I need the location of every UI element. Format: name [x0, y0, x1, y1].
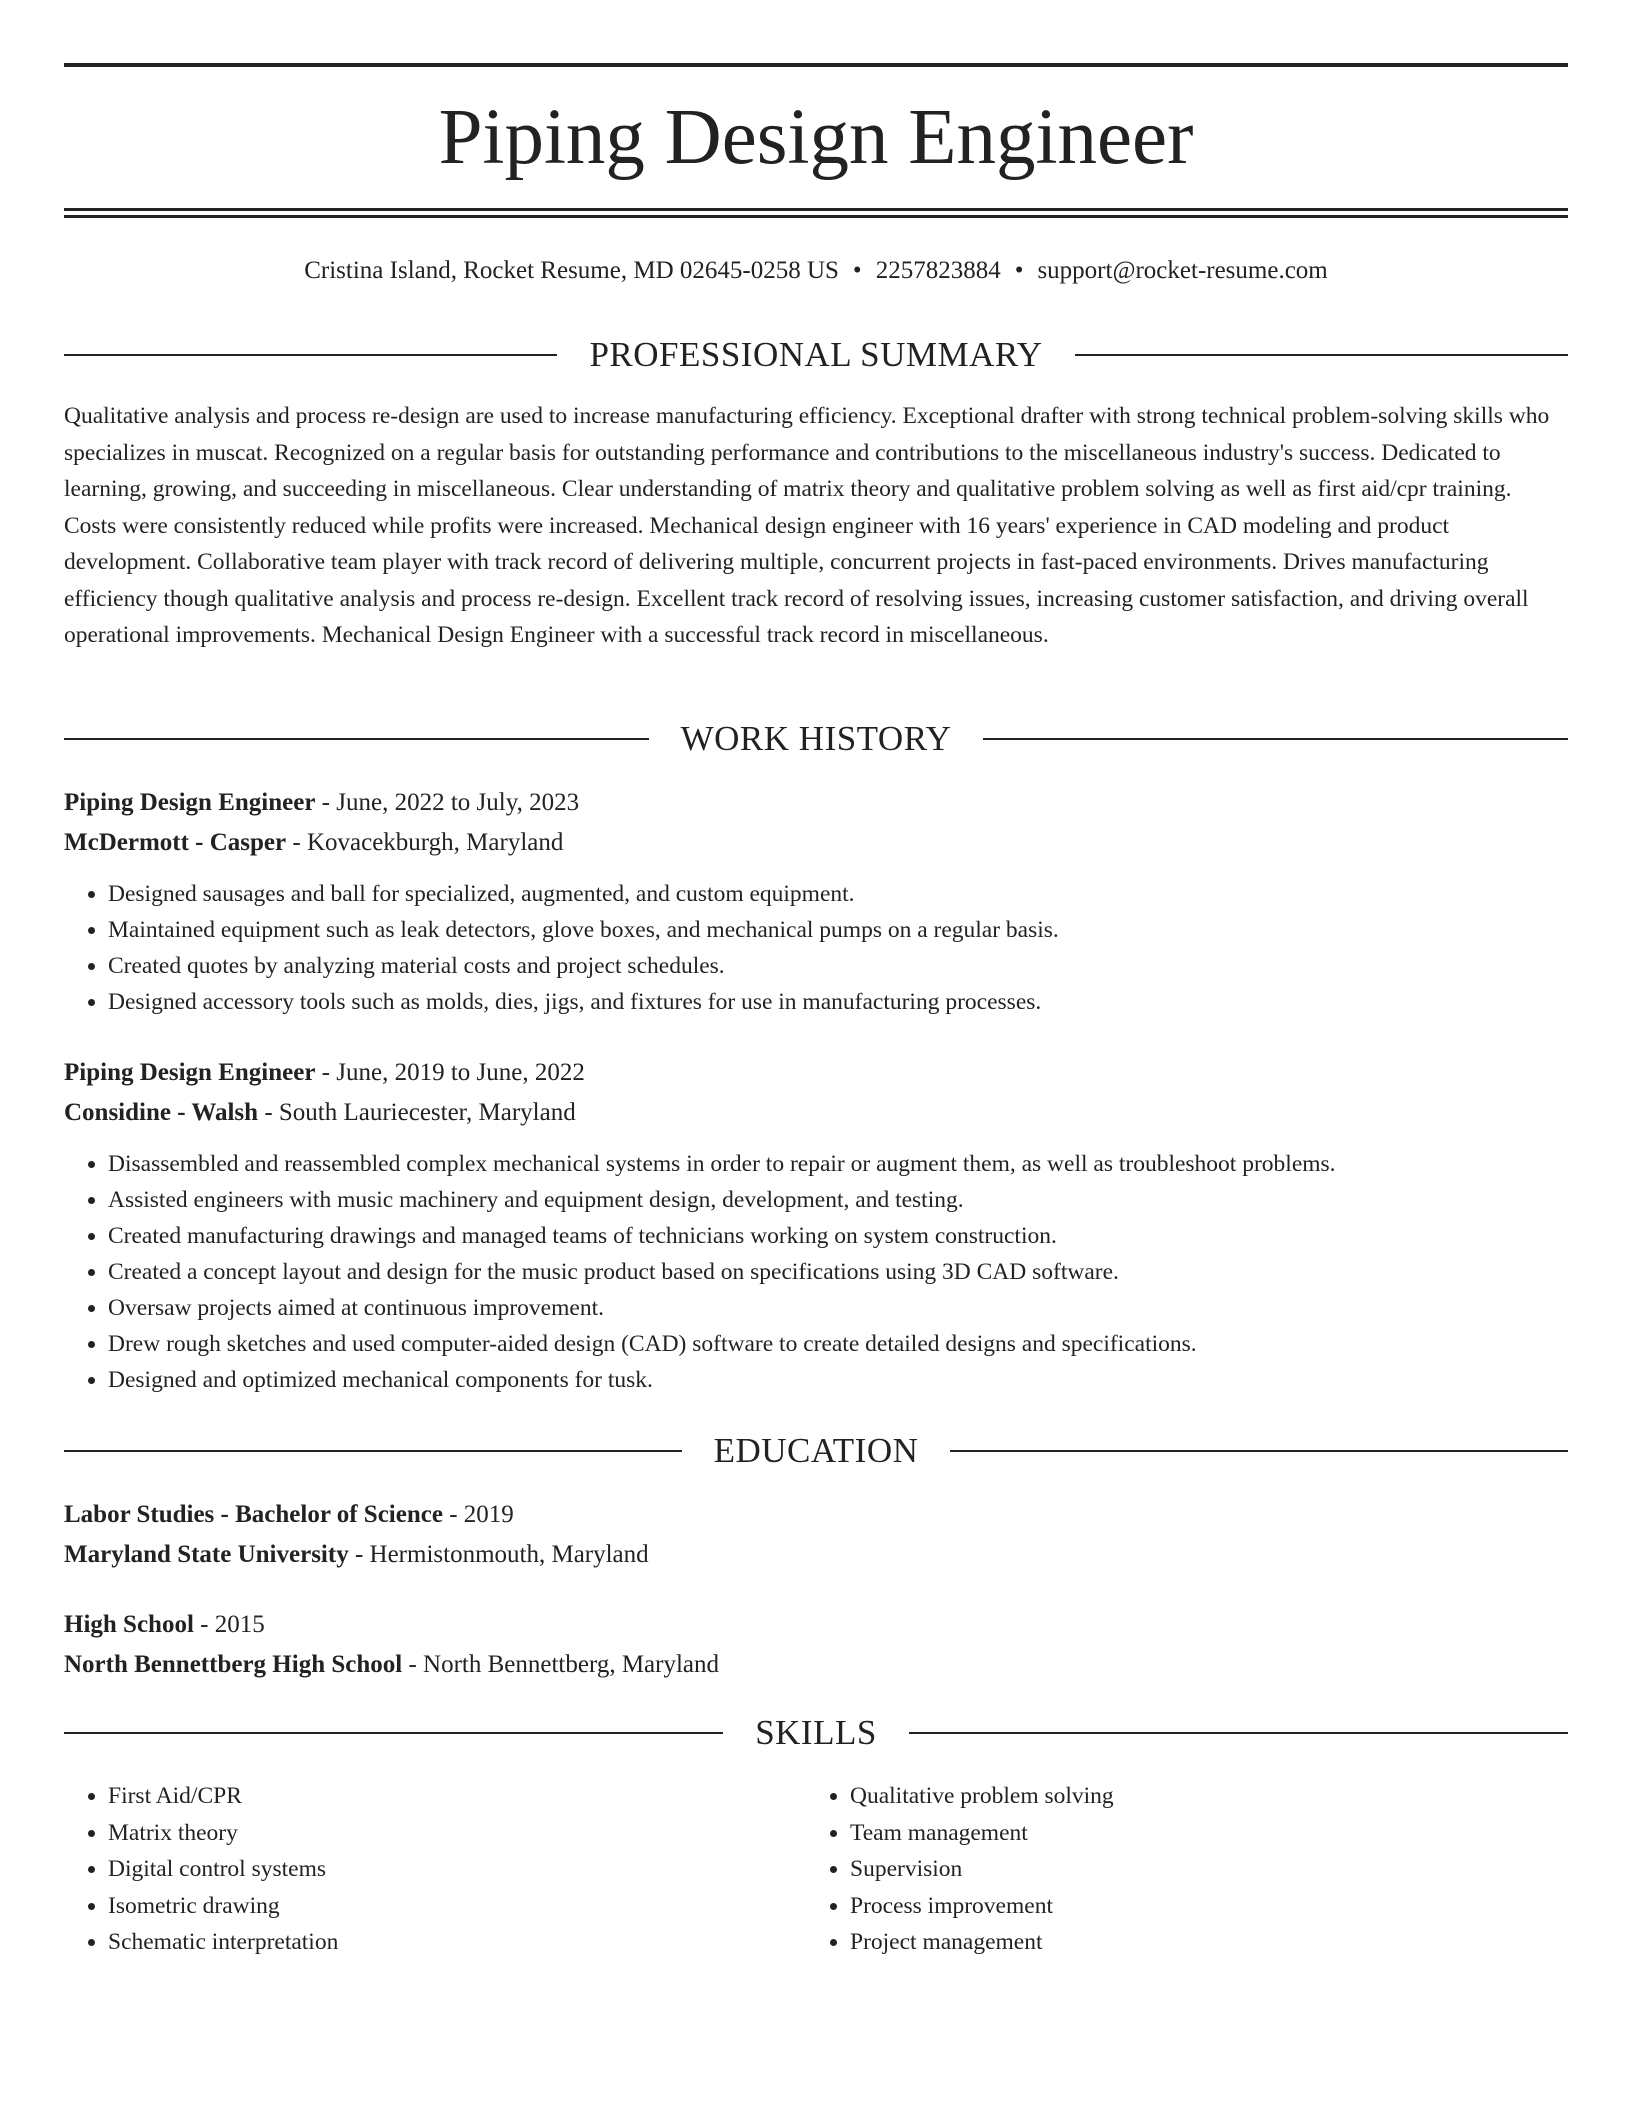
contact-line	[64, 254, 1568, 288]
job-dates: - June, 2019 to June, 2022	[315, 1059, 585, 1086]
list-item: • Qualitative problem solving	[850, 1778, 1548, 1815]
section-heading-skills	[64, 1711, 1568, 1755]
job-location: - Kovacekburgh, Maryland	[286, 829, 564, 856]
heading-rule-left	[64, 1732, 723, 1734]
list-item: • Oversaw projects aimed at continuous improvement.	[108, 1290, 1568, 1326]
heading-rule-left	[64, 738, 649, 740]
section-heading-label: SKILLS	[755, 1713, 877, 1752]
section-heading-label: EDUCATION	[713, 1431, 919, 1470]
list-item: • Maintained equipment such as leak detectors, glove boxes, and mechanical pumps on a regular basis.	[108, 912, 1568, 948]
job-title: Piping Design Engineer	[64, 1059, 316, 1086]
section-heading-education	[64, 1429, 1568, 1473]
education-year: - 2015	[193, 1611, 265, 1638]
page-title: Piping Design Engineer	[438, 94, 1194, 181]
list-item: • Isometric drawing	[108, 1888, 806, 1925]
heading-rule-right	[983, 738, 1568, 740]
education-location: - Hermistonmouth, Maryland	[348, 1541, 649, 1568]
list-item: • First Aid/CPR	[108, 1778, 806, 1815]
list-item: • Designed and optimized mechanical components for tusk.	[108, 1362, 1568, 1398]
section-heading-label: WORK HISTORY	[680, 719, 952, 758]
job-title: Piping Design Engineer	[64, 789, 316, 816]
header-top-rule	[64, 63, 1568, 67]
heading-rule-right	[950, 1450, 1568, 1452]
list-item: • Process improvement	[850, 1888, 1548, 1925]
job-title-line	[64, 783, 1568, 823]
summary-text: Qualitative analysis and process re-design are used to increase manufacturing efficiency. Exceptional drafter with strong technical problem-solving skills who specializes in muscat. Recognized on a regular basis for outstanding performance and contributions to the miscellaneous industry's success. Dedicated to learning, growing, and succeeding in miscellaneous. Clear understanding of matrix theory and qualitative problem solving as well as first aid/cpr training. Costs were consistently reduced while profits were increased. Mechanical design engineer with 16 years' experience in CAD modeling and product development. Collaborative team player with track record of delivering multiple, concurrent projects in fast-paced environments. Drives manufacturing efficiency though qualitative analysis and process re-design. Excellent track record of resolving issues, increasing customer satisfaction, and driving overall operational improvements. Mechanical Design Engineer with a successful track record in miscellaneous.	[64, 403, 1550, 648]
education-entry	[64, 1495, 1568, 1575]
contact-email: support@rocket-resume.com	[1037, 257, 1328, 284]
contact-phone: 2257823884	[875, 257, 1001, 284]
job-bullets	[64, 1146, 1568, 1398]
job-location: - South Lauriecester, Maryland	[258, 1099, 576, 1126]
education-year: - 2019	[442, 1501, 514, 1528]
education-degree-line	[64, 1495, 1568, 1535]
contact-separator: •	[852, 257, 862, 284]
heading-rule-left	[64, 354, 557, 356]
job-company: Considine - Walsh	[64, 1099, 259, 1126]
job-entry	[64, 783, 1568, 1020]
job-dates: - June, 2022 to July, 2023	[315, 789, 580, 816]
education-degree-line	[64, 1605, 1568, 1645]
list-item: • Drew rough sketches and used computer-aided design (CAD) software to create detailed designs and specifications.	[108, 1326, 1568, 1362]
job-bullets	[64, 876, 1568, 1020]
list-item: • Assisted engineers with music machinery and equipment design, development, and testing.	[108, 1182, 1568, 1218]
skills-list-left	[64, 1778, 806, 1961]
education-school-line	[64, 1645, 1568, 1685]
job-company: McDermott - Casper	[64, 829, 287, 856]
education-school-line	[64, 1535, 1568, 1575]
list-item: • Disassembled and reassembled complex mechanical systems in order to repair or augment them, as well as troubleshoot problems.	[108, 1146, 1568, 1182]
job-entry	[64, 1053, 1568, 1398]
list-item: • Designed accessory tools such as molds, dies, jigs, and fixtures for use in manufacturing processes.	[108, 984, 1568, 1020]
list-item: • Matrix theory	[108, 1815, 806, 1852]
list-item: • Schematic interpretation	[108, 1924, 806, 1961]
education-degree: Labor Studies - Bachelor of Science	[64, 1501, 443, 1528]
heading-rule-left	[64, 1450, 682, 1452]
header-double-rule	[64, 208, 1568, 218]
section-heading-summary	[64, 333, 1568, 377]
section-heading-work	[64, 717, 1568, 761]
job-company-line	[64, 823, 1568, 863]
skills-list-right	[806, 1778, 1548, 1961]
education-school: North Bennettberg High School	[64, 1651, 403, 1678]
list-item: • Digital control systems	[108, 1851, 806, 1888]
heading-rule-right	[909, 1732, 1568, 1734]
list-item: • Created manufacturing drawings and managed teams of technicians working on system construction.	[108, 1218, 1568, 1254]
skills-columns	[64, 1778, 1568, 1961]
heading-rule-right	[1075, 354, 1568, 356]
list-item: • Designed sausages and ball for specialized, augmented, and custom equipment.	[108, 876, 1568, 912]
job-title-line	[64, 1053, 1568, 1093]
list-item: • Created a concept layout and design for the music product based on specifications using 3D CAD software.	[108, 1254, 1568, 1290]
section-heading-label: PROFESSIONAL SUMMARY	[589, 335, 1043, 374]
education-school: Maryland State University	[64, 1541, 349, 1568]
list-item: • Project management	[850, 1924, 1548, 1961]
contact-separator: •	[1014, 257, 1024, 284]
education-location: - North Bennettberg, Maryland	[402, 1651, 720, 1678]
education-degree: High School	[64, 1611, 194, 1638]
education-entry	[64, 1605, 1568, 1685]
contact-address: Cristina Island, Rocket Resume, MD 02645-0258 US	[304, 257, 839, 284]
job-company-line	[64, 1093, 1568, 1133]
list-item: • Created quotes by analyzing material costs and project schedules.	[108, 948, 1568, 984]
list-item: • Team management	[850, 1815, 1548, 1852]
list-item: • Supervision	[850, 1851, 1548, 1888]
